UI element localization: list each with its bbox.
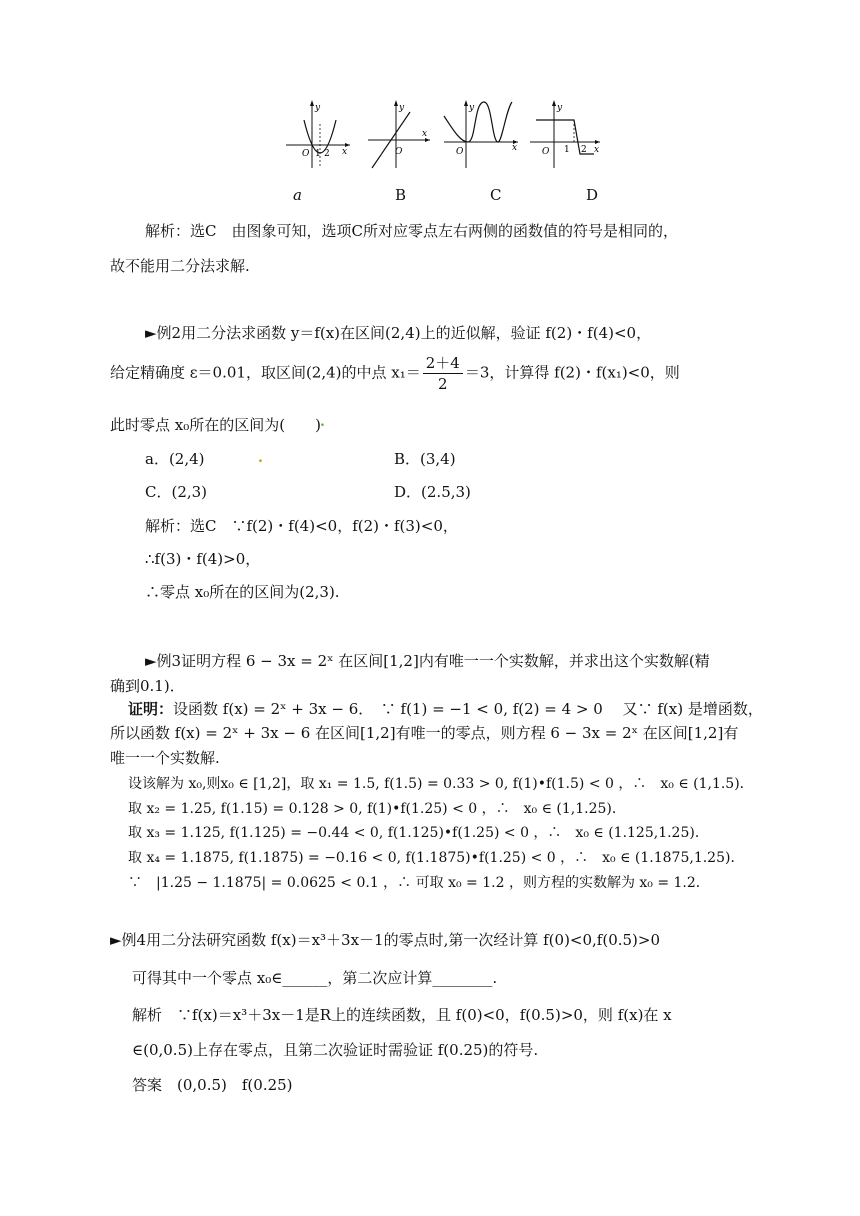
ex4-question-line2: 可得其中一个零点 x₀∈______，第二次应计算________. (132, 969, 498, 987)
ex2-option-c: C．(2,3) (145, 483, 208, 501)
ex2-fraction (423, 353, 463, 394)
ex2-fraction-numerator: 2＋4 (423, 353, 463, 374)
ex3-question-line1: ►例3证明方程 6 − 3x = 2ˣ 在区间[1,2]内有唯一一个实数解，并求出这个实数解(精 (145, 652, 710, 670)
graph-b (366, 98, 436, 170)
graph-a (284, 98, 354, 170)
ex3-step2: 取 x₂ = 1.25, f(1.15) = 0.128 > 0, f(1)•f(1.25) < 0 ，∴ x₀ ∈ (1,1.25)． (128, 801, 626, 817)
ex2-question-line2 (110, 353, 680, 394)
ex2-option-d: D．(2.5,3) (394, 483, 471, 501)
ex3-step4: 取 x₄ = 1.1875, f(1.1875) = −0.16 < 0, f(1.1875)•f(1.25) < 0 ，∴ x₀ ∈ (1.1875,1.25)． (128, 850, 745, 866)
ex3-proof-label: 证明： (128, 700, 174, 718)
ex3-proof-text1: 设函数 f(x) = 2ˣ + 3x − 6． ∵ f(1) = −1 < 0, f(2) = 4 > 0 又∵ f(x) 是增函数， (173, 700, 763, 718)
ex1-solution-line2: 故不能用二分法求解. (110, 257, 250, 275)
graph-b-y-label: y (399, 103, 405, 113)
graph-d (528, 98, 604, 170)
ex2-question-line1: ►例2用二分法求函数 y＝f(x)在区间(2,4)上的近似解，验证 f(2)・f(4)<0， (145, 324, 652, 342)
ex4-question-line1: ►例4用二分法研究函数 f(x)＝x³＋3x－1的零点时,第一次经计算 f(0)<0,f(0.5)>0 (110, 931, 661, 949)
graph-a-tick-1: 1 (315, 149, 321, 159)
ex1-solution-line1: 解析：选C 由图象可知，选项C所对应零点左右两侧的函数值的符号是相同的， (145, 222, 678, 240)
ex2-fraction-denominator: 2 (438, 375, 448, 393)
ex3-proof-line2: 所以函数 f(x) = 2ˣ + 3x − 6 在区间[1,2]有唯一的零点，则方程 6 − 3x = 2ˣ 在区间[1,2]有 (110, 724, 739, 742)
caption-c: C (490, 186, 502, 204)
caption-b: B (395, 186, 407, 204)
graph-b-origin: O (395, 147, 403, 157)
ex3-question-line2: 确到0.1)． (110, 677, 185, 695)
graph-a-x-label: x (342, 147, 348, 157)
graph-c-x-label: x (512, 143, 518, 153)
ex3-step1: 设该解为 x₀,则x₀ ∈ [1,2]，取 x₁ = 1.5, f(1.5) = 0.33 > 0, f(1)•f(1.5) < 0 ，∴ x₀ ∈ (1,1.5)． (128, 776, 754, 792)
ex2-solution-line3: ∴零点 x₀所在的区间为(2,3). (145, 583, 340, 601)
graph-d-tick-2: 2 (581, 145, 587, 155)
ex4-answer: 答案 (0,0.5) f(0.25) (132, 1076, 293, 1094)
graph-a-origin: O (302, 149, 310, 159)
ex3-proof-line1 (128, 698, 763, 719)
ex4-solution-line1: 解析 ∵f(x)＝x³＋3x－1是R上的连续函数，且 f(0)<0，f(0.5)>0，则 f(x)在 x (132, 1006, 672, 1024)
ex2-line2-part2: ＝3，计算得 f(2)・f(x₁)<0，则 (464, 363, 680, 382)
ex3-proof-line3: 唯一一个实数解. (110, 749, 220, 767)
graph-a-y-label: y (315, 103, 321, 113)
ex2-option-b: B．(3,4) (394, 450, 456, 468)
graph-d-origin: O (542, 147, 550, 157)
graph-c (442, 98, 522, 170)
graph-a-tick-2: 2 (324, 149, 330, 159)
graph-d-x-label: x (594, 145, 600, 155)
caption-a: a (293, 186, 302, 204)
graph-c-origin: O (456, 147, 464, 157)
graph-b-x-label: x (422, 129, 428, 139)
ex2-solution-line2: ∴f(3)・f(4)>0， (145, 550, 261, 568)
decorative-dot: . (258, 450, 263, 466)
ex4-solution-line2: ∈(0,0.5)上存在零点，且第二次验证时需验证 f(0.25)的符号. (132, 1041, 539, 1059)
caption-d: D (586, 186, 599, 204)
ex2-question-line3: 此时零点 x₀所在的区间为( ) (110, 416, 321, 434)
decorative-dot: . (320, 414, 325, 430)
graph-c-y-label: y (469, 103, 475, 113)
ex3-step5: ∵ |1.25 − 1.1875| = 0.0625 < 0.1 ，∴ 可取 x₀ = 1.2 ，则方程的实数解为 x₀ = 1.2． (128, 875, 710, 891)
graph-d-tick-1: 1 (564, 145, 570, 155)
ex2-solution-line1: 解析：选C ∵f(2)・f(4)<0，f(2)・f(3)<0， (145, 517, 458, 535)
graph-d-y-label: y (557, 103, 563, 113)
ex2-line2-part1: 给定精确度 ε＝0.01，取区间(2,4)的中点 x₁＝ (110, 363, 421, 382)
ex2-option-a: a．(2,4) (145, 450, 205, 468)
ex3-step3: 取 x₃ = 1.125, f(1.125) = −0.44 < 0, f(1.125)•f(1.25) < 0 ，∴ x₀ ∈ (1.125,1.25)． (128, 825, 709, 841)
